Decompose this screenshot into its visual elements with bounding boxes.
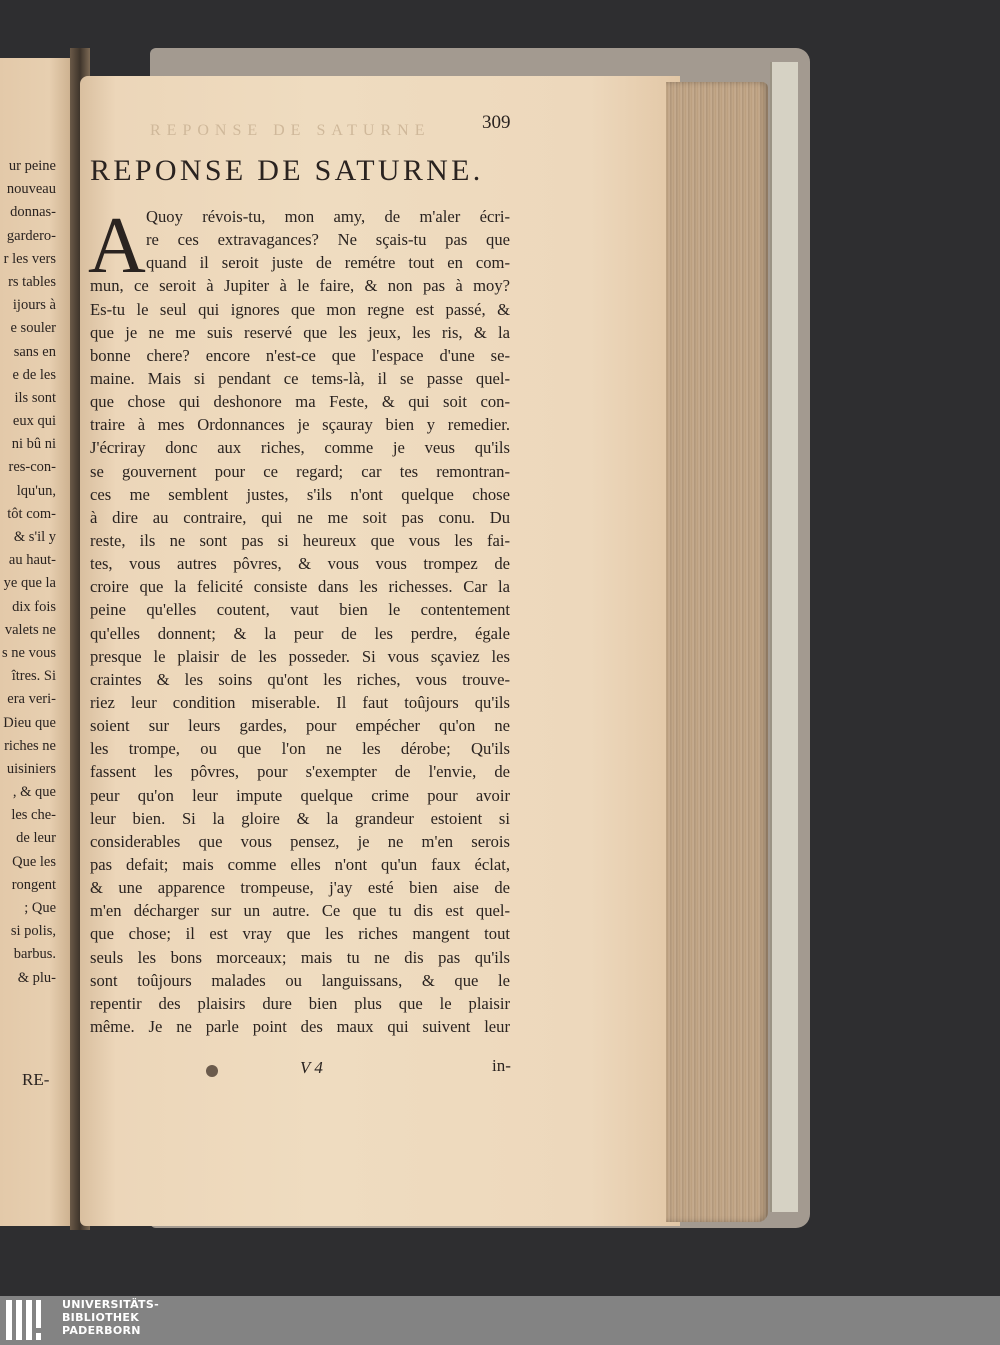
left-text-line: sans en: [13, 343, 56, 360]
page-fore-edge: [666, 82, 768, 1222]
text-line: & une apparence trompeuse, j'ay esté bien aise de: [90, 878, 510, 898]
text-line: leur bien. Si la gloire & la grandeur estoient si: [90, 808, 510, 828]
left-text-line: valets ne: [4, 621, 56, 638]
text-line: Es-tu le seul qui ignores que mon regne est passé, &: [90, 299, 510, 319]
text-line: même. Je ne parle point des maux qui suivent leur: [90, 1016, 510, 1036]
text-line: ces me semblent justes, s'ils n'ont quelque chose: [90, 484, 510, 504]
signature-mark: V 4: [300, 1058, 323, 1077]
left-text-line: nouveau: [6, 181, 56, 198]
left-text-line: donnas-: [10, 204, 56, 221]
left-text-line: ye que la: [3, 575, 56, 592]
left-text-line: ijours à: [12, 297, 56, 314]
left-text-line: ni bû ni: [11, 436, 56, 453]
text-line: que chose; il est vray que les riches mangent tout: [90, 924, 510, 944]
library-logo-text: [62, 1298, 159, 1337]
left-text-line: îtres. Si: [11, 668, 56, 685]
text-line: que chose qui deshonore ma Feste, & qui soit con-: [90, 392, 510, 412]
left-text-line: rs tables: [8, 273, 56, 290]
text-line: traire à mes Ordonnances je sçauray bien y remedier.: [90, 415, 510, 435]
text-line: mun, ce seroit à Jupiter à le faire, & non pas à moy?: [90, 276, 510, 296]
text-line: se gouvernent pour ce regard; car tes remontran-: [90, 461, 510, 481]
left-text-line: Que les: [12, 853, 56, 870]
text-line: J'écriray donc aux riches, comme je veus qu'ils: [90, 438, 510, 458]
left-text-line: era veri-: [7, 691, 56, 708]
logo-line-3: PADERBORN: [62, 1324, 141, 1337]
left-text-line: e de les: [12, 366, 56, 383]
left-text-line: uisiniers: [6, 760, 56, 777]
text-line: sont toûjours malades ou languissans, & que le: [90, 970, 510, 990]
library-logo-icon: [6, 1300, 52, 1340]
page-title: REPONSE DE SATURNE.: [90, 154, 484, 187]
left-text-line: ur peine: [8, 158, 56, 174]
left-text-line: & s'il y: [13, 529, 56, 545]
left-text-line: ; Que: [24, 900, 56, 916]
logo-line-1: UNIVERSITÄTS-: [62, 1298, 159, 1311]
left-page-catchword: RE-: [22, 1070, 50, 1089]
left-text-line: & plu-: [17, 969, 56, 986]
text-line: reste, ils ne sont pas si heureux que vous les fai-: [90, 530, 510, 550]
cover-edge: [770, 62, 798, 1212]
text-line: les trompe, ou que l'on ne les dérobe; Qu'ils: [90, 739, 510, 759]
text-line: pas defait; mais comme elles n'ont qu'un faux éclat,: [90, 854, 510, 874]
left-page-text: [0, 155, 56, 990]
left-text-line: , & que: [12, 784, 56, 801]
text-line: maine. Mais si pendant ce tems-là, il se passe quel-: [90, 368, 510, 388]
left-text-line: de leur: [16, 830, 56, 847]
text-line: soient sur leurs gardes, pour empécher qu'on ne: [90, 716, 510, 736]
left-text-line: res-con-: [8, 459, 56, 476]
left-text-line: rongent: [11, 876, 56, 893]
text-line: quand il seroit juste de remétre tout en com-: [146, 253, 510, 273]
left-text-line: si polis,: [10, 923, 56, 940]
left-text-line: Dieu que: [3, 714, 56, 731]
text-line: tes, vous autres pôvres, & vous vous trompez de: [90, 554, 510, 574]
text-line: riez leur condition miserable. Il faut toûjours qu'ils: [90, 692, 510, 712]
ink-spot: [206, 1065, 218, 1077]
left-text-line: les che-: [11, 807, 56, 824]
text-line: bonne chere? encore n'est-ce que l'espace d'une se-: [90, 345, 510, 365]
page-number: 309: [482, 112, 511, 133]
logo-line-2: BIBLIOTHEK: [62, 1311, 140, 1324]
left-text-line: au haut-: [8, 552, 56, 569]
text-line: m'en décharger sur un autre. Ce que tu dis est quel-: [90, 901, 510, 921]
bleedthrough-heading: REPONSE DE SATURNE: [150, 122, 431, 139]
text-line: qu'elles donnent; & la peur de les perdre, égale: [90, 623, 510, 643]
text-line: fassent les pôvres, pour s'exempter de l'envie, de: [90, 762, 510, 782]
drop-cap: A: [88, 202, 146, 290]
text-line: peine qu'elles coutent, vaut bien le contentement: [90, 600, 510, 620]
text-line: re ces extravagances? Ne sçais-tu pas que: [146, 230, 510, 250]
text-line: Quoy révois-tu, mon amy, de m'aler écri-: [146, 207, 510, 226]
text-line: croire que la felicité consiste dans les richesses. Car la: [90, 577, 510, 597]
text-line: à dire au contraire, qui ne me soit pas conu. Du: [90, 507, 510, 527]
text-line: repentir des plaisirs dure bien plus que le plaisir: [90, 993, 510, 1013]
left-text-line: dix fois: [12, 598, 56, 615]
left-text-line: r les vers: [3, 250, 56, 267]
left-text-line: tôt com-: [7, 505, 56, 522]
text-line: seuls les bons morceaux; mais tu ne dis pas qu'ils: [90, 947, 510, 967]
left-text-line: e souler: [10, 320, 56, 337]
left-text-line: gardero-: [6, 227, 56, 244]
body-text: [88, 202, 510, 1038]
text-line: presque le plaisir de les posseder. Si vous sçaviez les: [90, 646, 510, 666]
left-text-line: eux qui: [12, 413, 56, 430]
text-line: peur qu'on leur impute quelque crime pour avoir: [90, 785, 510, 805]
left-text-line: barbus.: [13, 946, 56, 963]
text-line: considerables que vous pensez, je ne m'en serois: [90, 831, 510, 851]
text-line: que je ne me suis reservé que les jeux, les ris, & la: [90, 322, 510, 342]
left-text-line: riches ne: [4, 737, 56, 754]
left-text-line: ils sont: [14, 389, 56, 406]
left-text-line: s ne vous: [2, 644, 56, 661]
left-text-line: lqu'un,: [16, 482, 56, 499]
text-line: craintes & les soins qu'ont les riches, vous trouve-: [90, 669, 510, 689]
catchword: in-: [492, 1056, 511, 1075]
